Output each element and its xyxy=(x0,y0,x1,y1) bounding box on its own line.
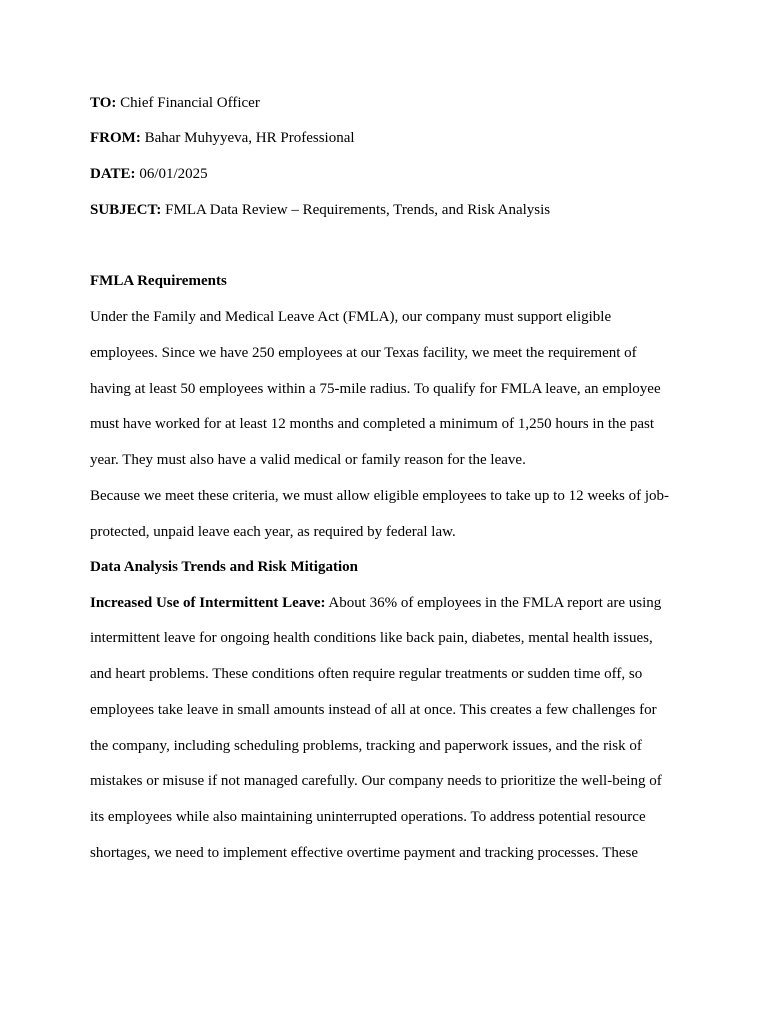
paragraph-line: must have worked for at least 12 months and completed a minimum of 1,250 hours in the past xyxy=(90,416,655,432)
memo-from-value: Bahar Muhyyeva, HR Professional xyxy=(140,130,355,146)
paragraph-line: Because we meet these criteria, we must allow eligible employees to take up to 12 weeks of job- xyxy=(90,488,669,504)
paragraph-line: its employees while also maintaining uninterrupted operations. To address potential resource xyxy=(90,809,646,825)
intermittent-leave-label: Increased Use of Intermittent Leave: xyxy=(90,595,326,611)
memo-subject-line xyxy=(90,201,550,219)
paragraph-line: employees. Since we have 250 employees at our Texas facility, we meet the requirement of xyxy=(90,345,637,361)
paragraph-line: having at least 50 employees within a 75-mile radius. To qualify for FMLA leave, an employee xyxy=(90,381,661,397)
paragraph-line: employees take leave in small amounts instead of all at once. This creates a few challenges for xyxy=(90,702,657,718)
section-heading-fmla-requirements: FMLA Requirements xyxy=(90,273,227,289)
memo-subject-value: FMLA Data Review – Requirements, Trends, and Risk Analysis xyxy=(161,202,551,218)
paragraph-line: intermittent leave for ongoing health conditions like back pain, diabetes, mental health issues, xyxy=(90,630,653,646)
intermittent-leave-text: About 36% of employees in the FMLA report are using xyxy=(325,595,662,611)
paragraph-line: and heart problems. These conditions often require regular treatments or sudden time off, so xyxy=(90,666,643,682)
section-heading-data-analysis: Data Analysis Trends and Risk Mitigation xyxy=(90,559,358,575)
memo-to-line xyxy=(90,94,260,112)
memo-date-line xyxy=(90,165,208,183)
paragraph-line: mistakes or misuse if not managed carefully. Our company needs to prioritize the well-being of xyxy=(90,773,662,789)
paragraph-line: shortages, we need to implement effective overtime payment and tracking processes. These xyxy=(90,845,639,861)
paragraph-line: protected, unpaid leave each year, as required by federal law. xyxy=(90,524,456,540)
memo-to-label: TO: xyxy=(90,95,117,111)
memo-date-label: DATE: xyxy=(90,166,136,182)
memo-subject-label: SUBJECT: xyxy=(90,202,162,218)
paragraph-line: Under the Family and Medical Leave Act (FMLA), our company must support eligible xyxy=(90,309,612,325)
memo-from-line xyxy=(90,129,355,147)
paragraph-line: the company, including scheduling problems, tracking and paperwork issues, and the risk of xyxy=(90,738,642,754)
paragraph-line: year. They must also have a valid medical or family reason for the leave. xyxy=(90,452,526,468)
memo-from-label: FROM: xyxy=(90,130,141,146)
paragraph-lead-line xyxy=(90,594,661,612)
memo-date-value: 06/01/2025 xyxy=(135,166,208,182)
memo-to-value: Chief Financial Officer xyxy=(116,95,260,111)
